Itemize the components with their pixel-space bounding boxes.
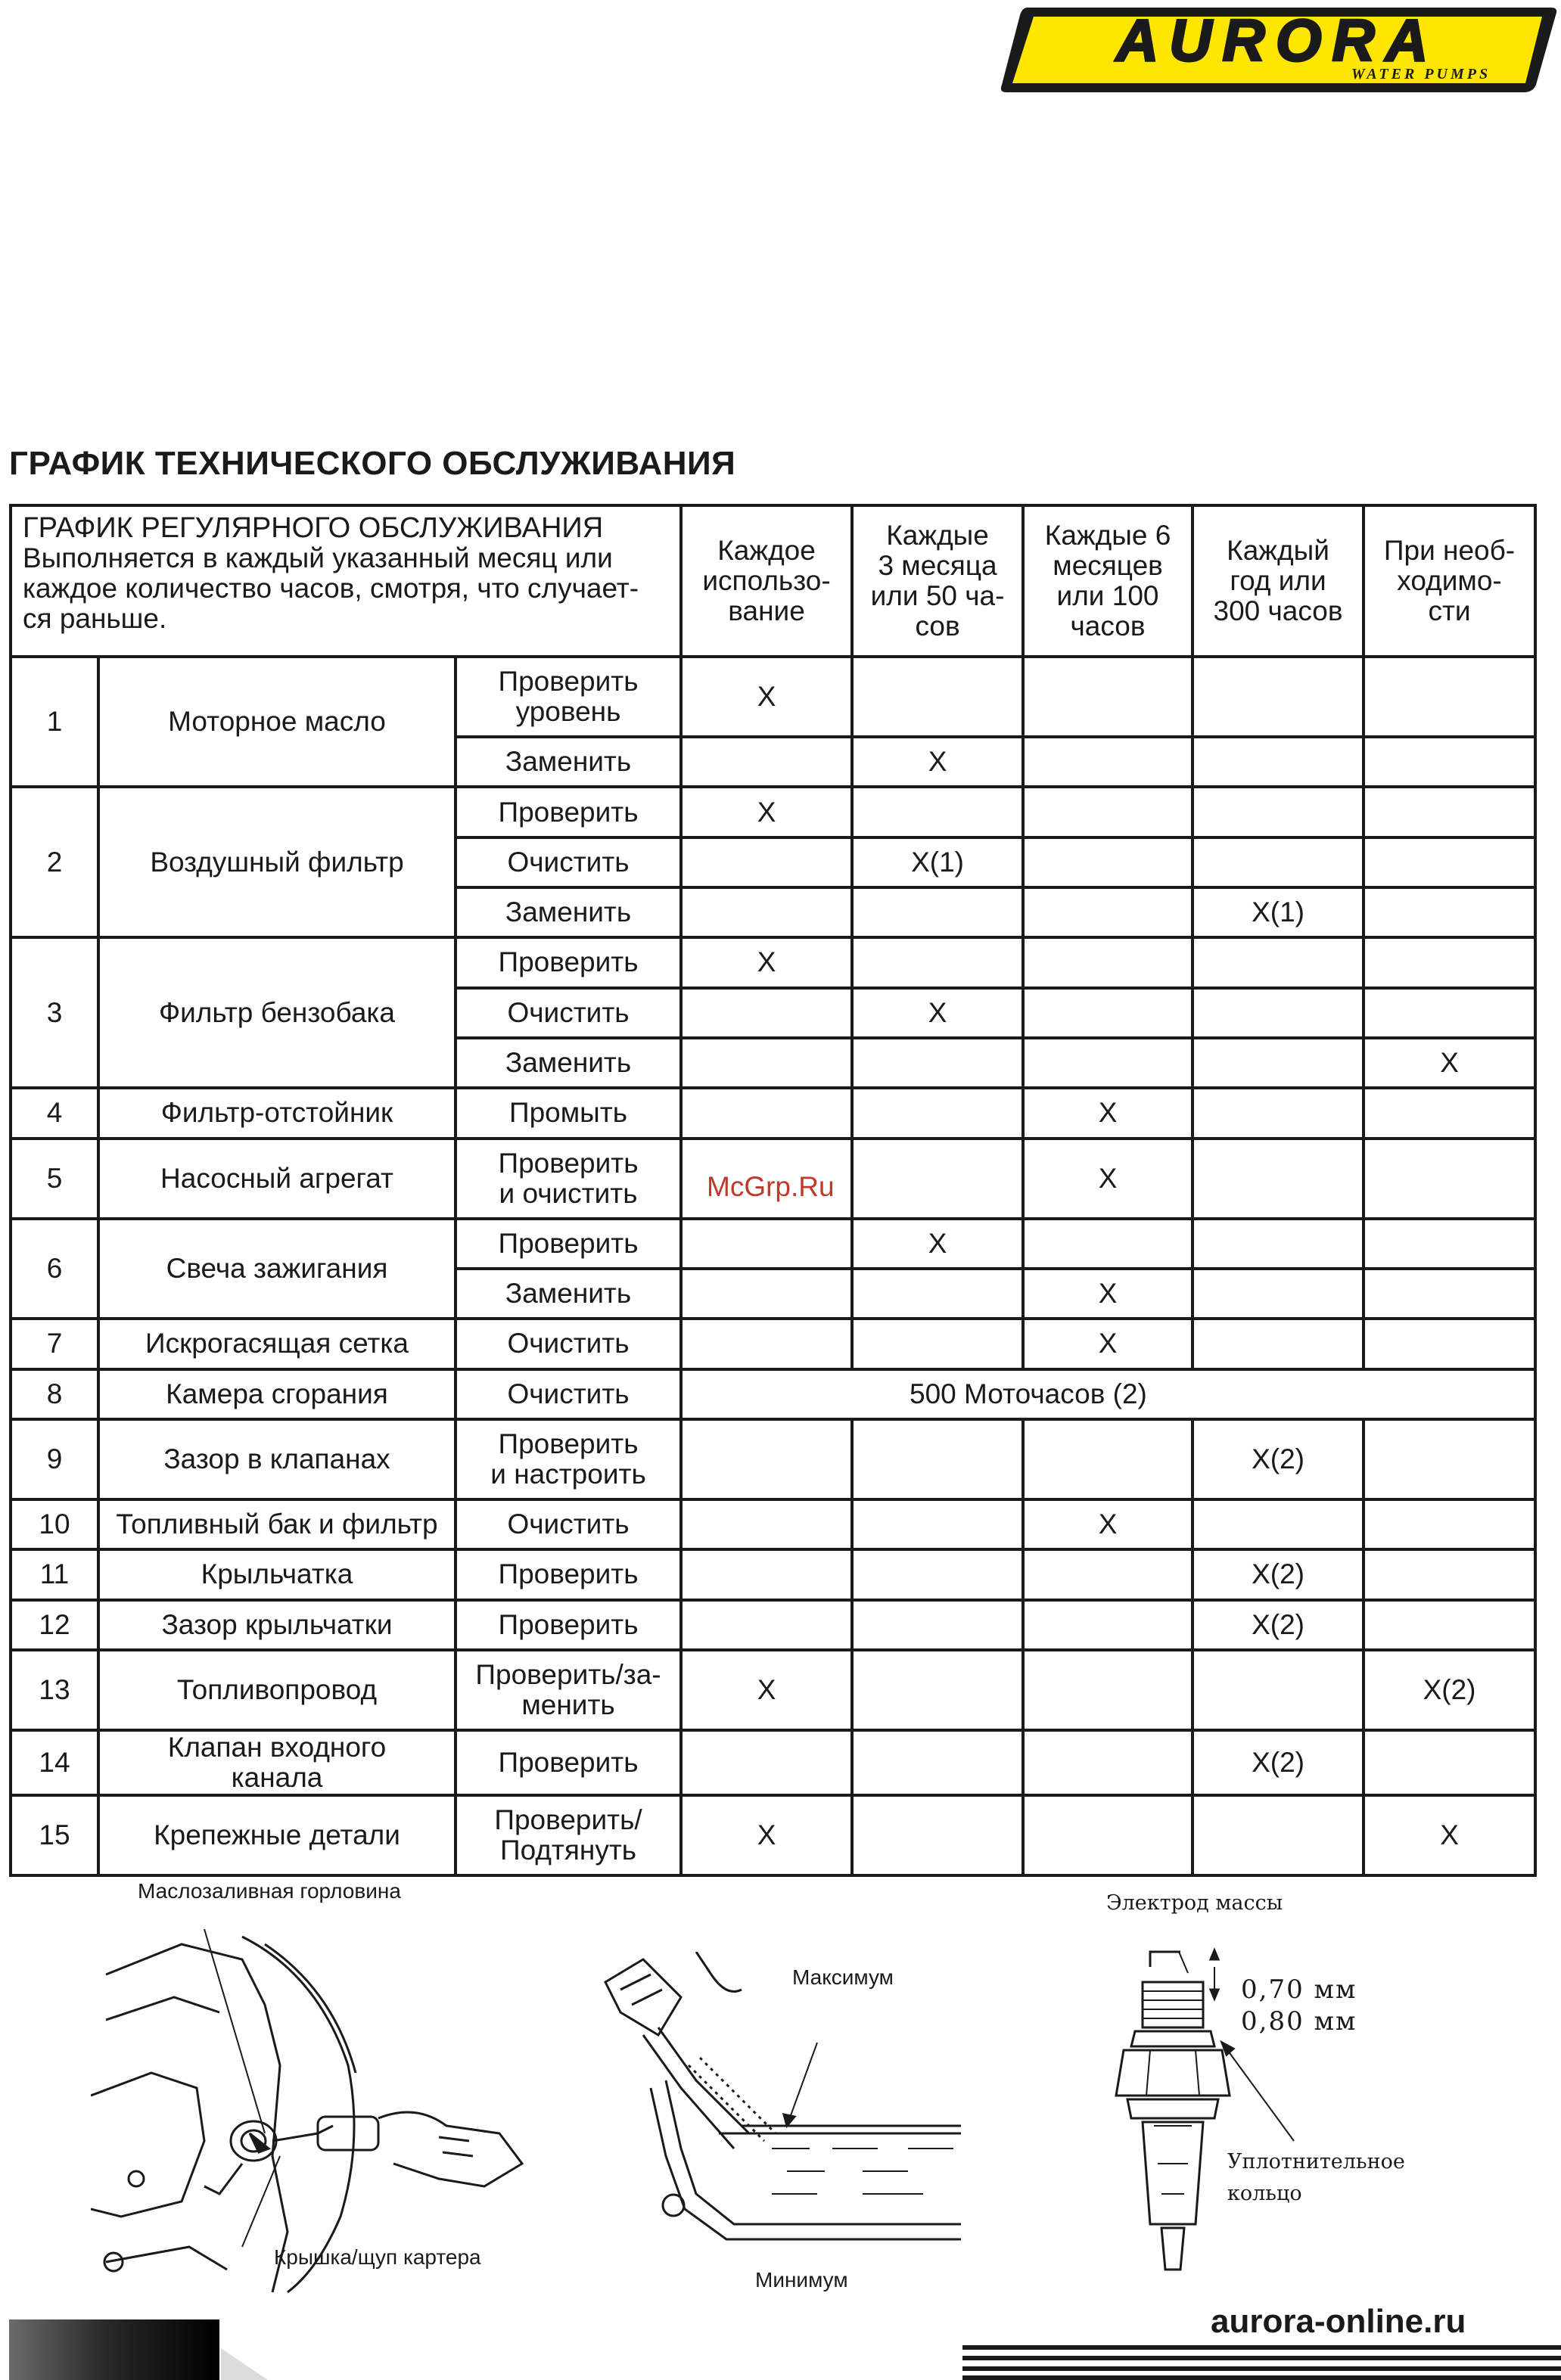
oil-filler-illustration (91, 1914, 530, 2300)
interval-mark (681, 988, 852, 1038)
interval-mark (681, 1499, 852, 1549)
interval-mark (681, 1549, 852, 1599)
action-label (456, 1369, 681, 1419)
interval-mark (1023, 1795, 1193, 1875)
interval-mark: X (681, 937, 852, 987)
interval-mark (1364, 1419, 1535, 1499)
interval-mark: X(2) (1364, 1650, 1535, 1730)
interval-mark (1023, 657, 1193, 737)
action-label (456, 1319, 681, 1369)
interval-mark (1364, 1219, 1535, 1269)
text-line: Проверить (498, 946, 639, 978)
item-name (98, 1650, 456, 1730)
item-name (98, 1499, 456, 1549)
action-label (456, 1600, 681, 1650)
interval-mark (681, 1730, 852, 1795)
text-line: Топливный бак и фильтр (116, 1508, 438, 1540)
action-label (456, 937, 681, 987)
action-label (456, 1795, 681, 1875)
text-line: сти (1428, 595, 1471, 626)
text-line: Проверить/ (494, 1804, 642, 1835)
text-line: вание (728, 595, 805, 626)
dipstick-min-label: Минимум (755, 2268, 848, 2291)
text-line: Проверить (498, 1746, 639, 1778)
interval-mark: X (852, 1219, 1023, 1269)
schedule-header-title: ГРАФИК РЕГУЛЯРНОГО ОБСЛУЖИВАНИЯ (23, 512, 604, 544)
interval-mark: X (681, 1795, 852, 1875)
interval-mark (852, 937, 1023, 987)
interval-mark (852, 1139, 1023, 1219)
text-line: Крыльчатка (201, 1558, 353, 1590)
item-number: 10 (11, 1499, 98, 1549)
item-number: 8 (11, 1369, 98, 1419)
item-number: 11 (11, 1549, 98, 1599)
item-number: 2 (11, 787, 98, 937)
gap-max-label: 0,80 мм (1241, 2006, 1357, 2037)
interval-mark (852, 887, 1023, 937)
text-line: Проверить (498, 1608, 639, 1640)
interval-mark (1193, 1139, 1364, 1219)
text-line: 3 месяца (878, 549, 997, 581)
item-name (98, 1419, 456, 1499)
interval-mark (852, 787, 1023, 837)
interval-mark (1364, 737, 1535, 787)
interval-mark (1364, 1499, 1535, 1549)
table-row (11, 1600, 1535, 1650)
interval-mark: X(1) (852, 837, 1023, 887)
interval-mark (1193, 787, 1364, 837)
interval-mark (1023, 1419, 1193, 1499)
interval-column-header (681, 505, 852, 657)
interval-mark: X(2) (1193, 1549, 1364, 1599)
interval-mark (1364, 988, 1535, 1038)
interval-mark (1023, 1730, 1193, 1795)
ground-electrode-label: Электрод массы (1106, 1891, 1283, 1915)
item-number: 1 (11, 657, 98, 787)
interval-mark (1193, 1038, 1364, 1088)
text-line: или 50 ча- (870, 579, 1005, 611)
text-line: Проверить/за- (475, 1658, 661, 1690)
text-line: Очистить (507, 996, 630, 1028)
text-line: Каждый (1227, 534, 1329, 566)
interval-mark: X (1023, 1319, 1193, 1369)
text-line: Очистить (507, 846, 630, 878)
item-name (98, 1369, 456, 1419)
action-label (456, 887, 681, 937)
action-label (456, 1499, 681, 1549)
interval-mark (852, 1038, 1023, 1088)
text-line: Свеча зажигания (166, 1252, 388, 1284)
item-name (98, 1319, 456, 1369)
item-number: 15 (11, 1795, 98, 1875)
interval-mark (1364, 1319, 1535, 1369)
text-line: Каждое (717, 534, 816, 566)
item-number: 7 (11, 1319, 98, 1369)
interval-mark (1364, 1269, 1535, 1319)
table-row (11, 1219, 1535, 1269)
item-name (98, 1795, 456, 1875)
interval-mark (852, 1795, 1023, 1875)
interval-mark (1193, 837, 1364, 887)
text-line: Воздушный фильтр (150, 846, 404, 878)
item-number: 13 (11, 1650, 98, 1730)
interval-mark (1193, 1088, 1364, 1138)
interval-mark (1193, 1499, 1364, 1549)
text-line: Очистить (507, 1378, 630, 1409)
footer-url[interactable]: aurora-online.ru (1211, 2303, 1466, 2340)
footer-page-tab (9, 2319, 219, 2380)
item-name (98, 657, 456, 787)
interval-column-header (1193, 505, 1364, 657)
text-line: Моторное масло (168, 706, 386, 738)
action-label (456, 737, 681, 787)
item-number: 14 (11, 1730, 98, 1795)
text-line: Крепежные детали (154, 1819, 400, 1850)
footer-stripes (962, 2344, 1561, 2380)
schedule-header-cell (11, 505, 681, 657)
interval-span-cell: 500 Моточасов (2) (681, 1369, 1535, 1419)
interval-mark: X (1023, 1139, 1193, 1219)
action-label (456, 1549, 681, 1599)
item-number: 9 (11, 1419, 98, 1499)
interval-mark: X (1364, 1038, 1535, 1088)
interval-mark (1193, 1795, 1364, 1875)
interval-mark: X(1) (1193, 887, 1364, 937)
interval-mark (1023, 1549, 1193, 1599)
text-line: сов (915, 610, 960, 642)
text-line: Фильтр-отстойник (160, 1097, 393, 1129)
interval-mark (852, 657, 1023, 737)
text-line: Зазор крыльчатки (161, 1608, 393, 1640)
interval-mark (1364, 1139, 1535, 1219)
action-label (456, 657, 681, 737)
table-row (11, 1369, 1535, 1419)
table-row (11, 1549, 1535, 1599)
interval-mark (1023, 988, 1193, 1038)
table-row (11, 657, 1535, 737)
item-name (98, 1730, 456, 1795)
action-label (456, 837, 681, 887)
interval-mark (1193, 1219, 1364, 1269)
text-line: Камера сгорания (166, 1378, 388, 1409)
interval-mark (1193, 1269, 1364, 1319)
table-row (11, 1319, 1535, 1369)
text-line: Фильтр бензобака (159, 996, 395, 1028)
text-line: Клапан входного (167, 1731, 387, 1763)
item-name (98, 1600, 456, 1650)
dipstick-max-label: Максимум (792, 1965, 894, 1989)
interval-mark: X(2) (1193, 1419, 1364, 1499)
interval-mark (681, 737, 852, 787)
interval-mark (1364, 787, 1535, 837)
interval-mark (681, 1319, 852, 1369)
interval-mark (852, 1419, 1023, 1499)
interval-mark (1364, 1549, 1535, 1599)
text-line: ходимо- (1397, 564, 1502, 596)
text-line: или 100 (1056, 579, 1159, 611)
text-line: уровень (515, 696, 621, 728)
table-row (11, 1088, 1535, 1138)
interval-mark (1364, 887, 1535, 937)
interval-mark (852, 1650, 1023, 1730)
text-line: использо- (702, 564, 831, 596)
interval-mark (681, 1219, 852, 1269)
action-label (456, 1219, 681, 1269)
interval-mark (681, 1419, 852, 1499)
interval-mark (681, 1038, 852, 1088)
text-line: Каждые (886, 519, 989, 551)
interval-mark: X (681, 1650, 852, 1730)
watermark: McGrp.Ru (707, 1171, 835, 1202)
interval-mark (1193, 1319, 1364, 1369)
interval-mark (852, 1549, 1023, 1599)
text-line: канала (231, 1761, 323, 1793)
item-name (98, 1549, 456, 1599)
text-line: Проверить (498, 1428, 639, 1459)
gap-min-label: 0,70 мм (1241, 1975, 1357, 2005)
action-label (456, 1730, 681, 1795)
table-row (11, 937, 1535, 987)
action-label (456, 988, 681, 1038)
interval-mark (681, 837, 852, 887)
table-header-row (11, 505, 1535, 657)
interval-mark (1193, 657, 1364, 737)
text-line: месяцев (1053, 549, 1163, 581)
interval-mark: X (681, 657, 852, 737)
text-line: Проверить (498, 1558, 639, 1590)
interval-mark (1023, 1600, 1193, 1650)
text-line: Зазор в клапанах (163, 1443, 390, 1474)
table-row (11, 1730, 1535, 1795)
text-line: год или (1230, 564, 1326, 596)
interval-mark (681, 887, 852, 937)
interval-mark (1364, 837, 1535, 887)
item-name (98, 1088, 456, 1138)
interval-mark (1364, 1088, 1535, 1138)
interval-mark (1023, 837, 1193, 887)
schedule-header-note: каждое количество часов, смотря, что случает- (23, 573, 639, 604)
text-line: Насосный агрегат (160, 1162, 393, 1194)
text-line: и очистить (499, 1177, 638, 1209)
interval-mark (1364, 937, 1535, 987)
item-number: 12 (11, 1600, 98, 1650)
table-row (11, 1795, 1535, 1875)
action-label (456, 1139, 681, 1219)
text-line: Топливопровод (176, 1673, 378, 1705)
interval-mark (681, 1600, 852, 1650)
text-line: Искрогасящая сетка (145, 1328, 409, 1359)
text-line: Проверить (498, 1147, 639, 1179)
interval-mark (852, 1730, 1023, 1795)
table-row (11, 1650, 1535, 1730)
action-label (456, 1038, 681, 1088)
item-name (98, 787, 456, 937)
interval-mark (681, 1269, 852, 1319)
text-line: и настроить (490, 1458, 646, 1490)
text-line: Очистить (507, 1328, 630, 1359)
interval-mark: X (1364, 1795, 1535, 1875)
interval-mark (1023, 937, 1193, 987)
item-name (98, 1139, 456, 1219)
action-label (456, 1419, 681, 1499)
item-number: 4 (11, 1088, 98, 1138)
sealing-ring-label-2: кольцо (1227, 2182, 1302, 2205)
interval-mark: X (1023, 1088, 1193, 1138)
item-number: 3 (11, 937, 98, 1088)
item-name (98, 937, 456, 1088)
text-line: Проверить (498, 666, 639, 698)
oil-filler-neck-label: Маслозаливная горловина (138, 1879, 401, 1903)
text-line: Промыть (509, 1097, 628, 1129)
interval-mark: X (1023, 1269, 1193, 1319)
page-title: ГРАФИК ТЕХНИЧЕСКОГО ОБСЛУЖИВАНИЯ (9, 445, 736, 482)
item-number: 6 (11, 1219, 98, 1319)
interval-column-header (1023, 505, 1193, 657)
interval-column-header (852, 505, 1023, 657)
interval-mark (852, 1088, 1023, 1138)
interval-mark (1364, 1600, 1535, 1650)
table-row (11, 1499, 1535, 1549)
table-row (11, 1419, 1535, 1499)
interval-mark: X (852, 737, 1023, 787)
text-line: часов (1070, 610, 1146, 642)
interval-mark (852, 1269, 1023, 1319)
interval-mark (1364, 1730, 1535, 1795)
action-label (456, 787, 681, 837)
interval-mark (1023, 1650, 1193, 1730)
item-name (98, 1219, 456, 1319)
table-row (11, 787, 1535, 837)
schedule-header-note: Выполняется в каждый указанный месяц или (23, 542, 613, 573)
action-label (456, 1088, 681, 1138)
interval-mark: X (681, 787, 852, 837)
text-line: При необ- (1383, 534, 1516, 566)
interval-mark (1193, 988, 1364, 1038)
text-line: Заменить (505, 896, 632, 928)
text-line: 300 часов (1213, 595, 1343, 626)
interval-mark (1023, 1038, 1193, 1088)
interval-mark (1023, 887, 1193, 937)
interval-mark: X (1023, 1499, 1193, 1549)
interval-column-header (1364, 505, 1535, 657)
interval-mark (852, 1319, 1023, 1369)
interval-mark (1364, 657, 1535, 737)
crankcase-cap-label: Крышка/щуп картера (274, 2245, 481, 2269)
schedule-header-note: ся раньше. (23, 603, 167, 634)
interval-mark: X(2) (1193, 1730, 1364, 1795)
interval-mark (852, 1499, 1023, 1549)
interval-mark: X(2) (1193, 1600, 1364, 1650)
interval-mark (1023, 737, 1193, 787)
interval-mark (1193, 737, 1364, 787)
footer-tab-notch (221, 2348, 268, 2380)
interval-mark (1023, 787, 1193, 837)
text-line: Проверить (498, 796, 639, 828)
text-line: Заменить (505, 1278, 632, 1310)
interval-mark (852, 1600, 1023, 1650)
sealing-ring-label-1: Уплотнительное (1227, 2150, 1405, 2173)
action-label (456, 1269, 681, 1319)
interval-mark (1193, 937, 1364, 987)
text-line: менить (521, 1689, 615, 1720)
aurora-logo (997, 2, 1559, 97)
text-line: Каждые 6 (1044, 519, 1171, 551)
text-line: Заменить (505, 746, 632, 778)
logo-brand: AURORA (1115, 7, 1439, 73)
logo-tagline: WATER PUMPS (1351, 66, 1491, 82)
text-line: Очистить (507, 1508, 630, 1540)
text-line: Заменить (505, 1047, 632, 1079)
item-number: 5 (11, 1139, 98, 1219)
interval-mark (681, 1088, 852, 1138)
interval-mark: X (852, 988, 1023, 1038)
text-line: Проверить (498, 1227, 639, 1259)
interval-mark (1193, 1650, 1364, 1730)
dipstick-illustration (575, 1952, 969, 2277)
action-label (456, 1650, 681, 1730)
interval-mark (1023, 1219, 1193, 1269)
text-line: Подтянуть (499, 1834, 637, 1866)
